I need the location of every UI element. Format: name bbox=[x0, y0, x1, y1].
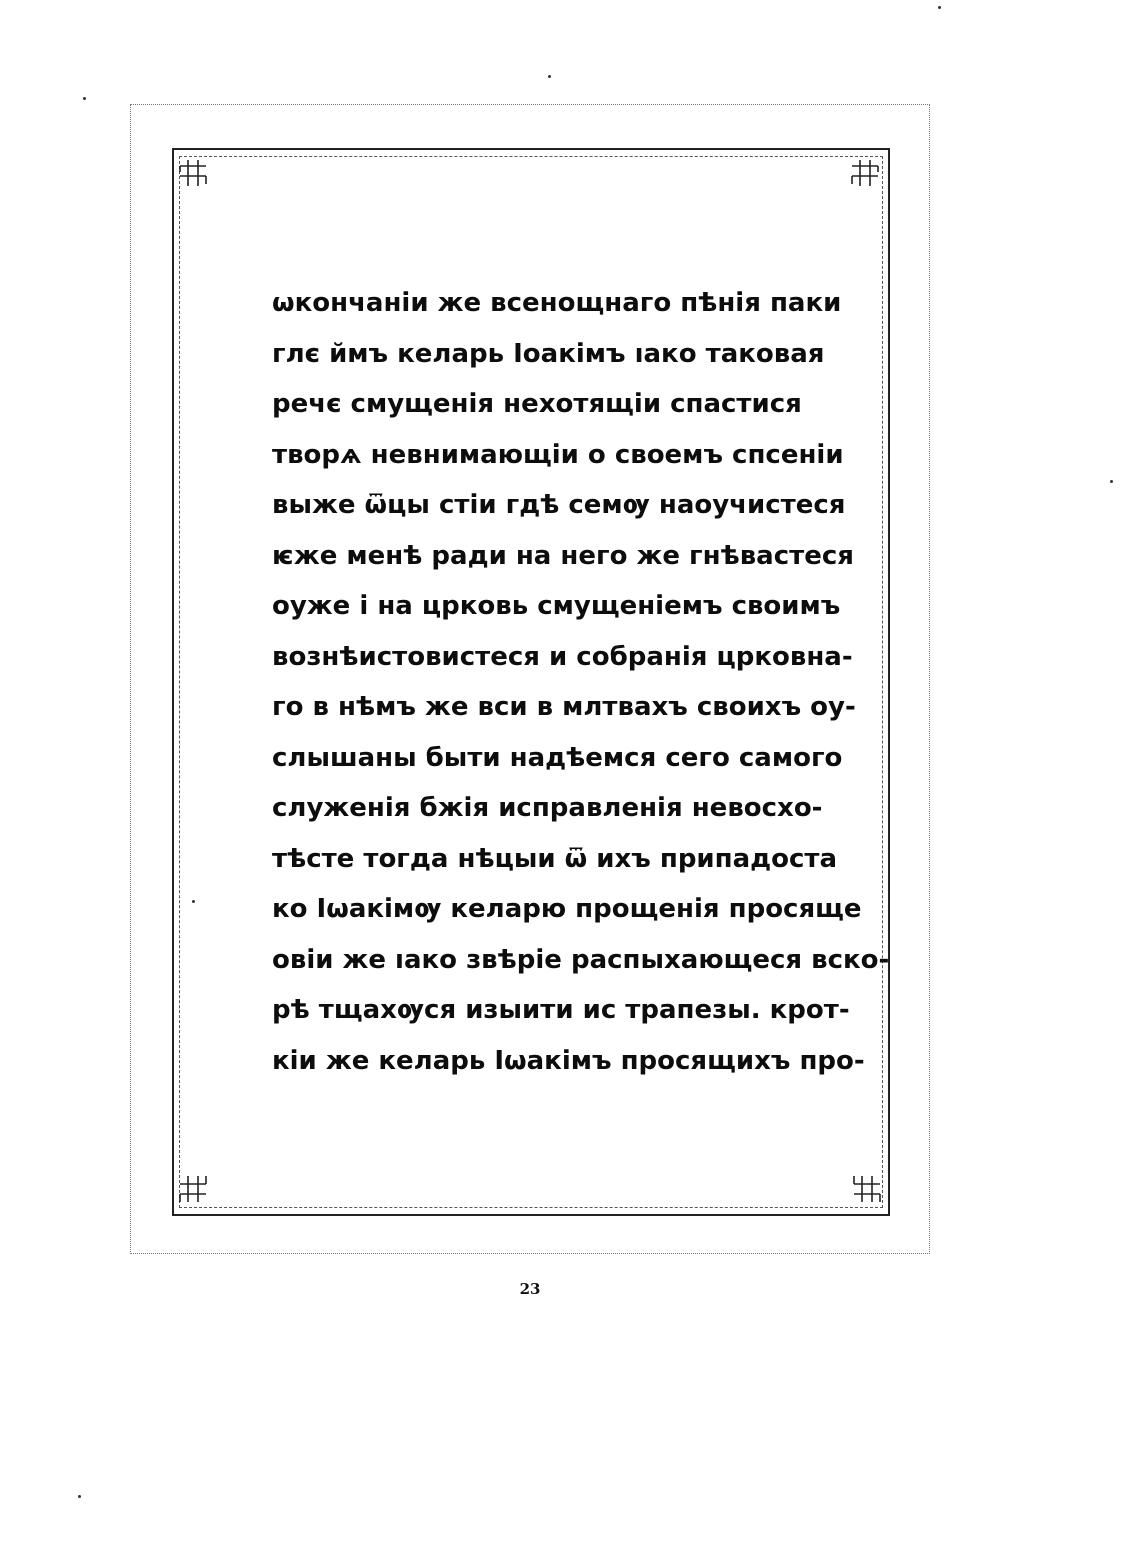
corner-ornament-top-right-icon bbox=[848, 156, 882, 190]
corner-ornament-top-left-icon bbox=[176, 156, 210, 190]
text-line: го в нѣмъ же вси в млтвахъ своихъ оу- bbox=[272, 692, 856, 722]
text-line: рѣ тщахѹся изыити ис трапезы. крот- bbox=[272, 995, 850, 1025]
scan-speck bbox=[548, 75, 551, 78]
text-line: служенія бжія исправленія невосхо- bbox=[272, 793, 823, 823]
scan-speck bbox=[78, 1495, 81, 1498]
text-line: ко Іωакімѹ келарю прощенія просяще bbox=[272, 894, 862, 924]
scan-speck bbox=[192, 900, 195, 903]
text-line: кіи же келарь Іωакімъ просящихъ про- bbox=[272, 1045, 865, 1076]
text-line: овіи же ıако звѣріе распыхающеся вско- bbox=[272, 944, 890, 975]
text-line: творѧ невнимающіи о своемъ спсеніи bbox=[272, 439, 844, 470]
scan-speck bbox=[938, 6, 941, 9]
text-line: глє ймъ келарь Іоакімъ ıако таковая bbox=[272, 338, 825, 369]
text-line: речє смущенія нехотящіи спастися bbox=[272, 389, 802, 419]
church-slavonic-text bbox=[272, 278, 890, 1086]
text-line: ѡкончаніи же всенощнаго пѣнія паки bbox=[272, 288, 842, 318]
page-number: 23 bbox=[519, 1280, 541, 1298]
text-line: слышаны быти надѣемся сего самого bbox=[272, 742, 843, 773]
text-line: выже ѿцы стіи гдѣ семѹ наоучистеся bbox=[272, 490, 846, 520]
corner-ornament-bottom-left-icon bbox=[176, 1172, 210, 1206]
text-line: оуже і на црковь смущеніемъ своимъ bbox=[272, 591, 841, 621]
text-line: ѥже менѣ ради на него же гнѣвастеся bbox=[272, 540, 854, 571]
text-line: вознѣистовистеся и собранія црковна- bbox=[272, 641, 853, 672]
text-line: тѣсте тогда нѣцыи ѿ ихъ припадоста bbox=[272, 843, 838, 874]
corner-ornament-bottom-right-icon bbox=[850, 1172, 884, 1206]
scan-speck bbox=[83, 97, 86, 100]
scan-speck bbox=[1110, 480, 1113, 483]
